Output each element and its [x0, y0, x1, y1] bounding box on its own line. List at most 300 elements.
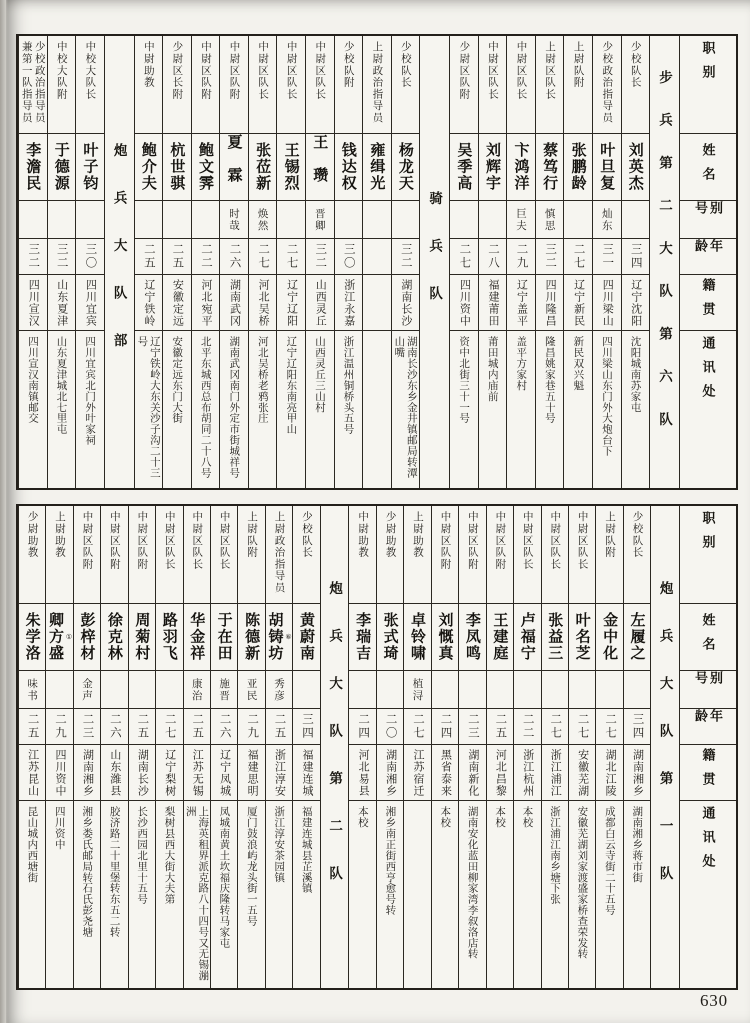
rank-title-text: 中尉区队长 [314, 41, 327, 100]
rank-title-text: 上尉队附 [246, 511, 259, 559]
age-text: 二五 [171, 243, 184, 270]
native-place-cell [459, 745, 485, 801]
native-place-text: 辽宁铁岭 [142, 278, 155, 327]
person-name-text: 金中化 [601, 612, 619, 662]
address-cell [624, 801, 650, 988]
alias-text: 焕然 [256, 207, 269, 232]
person-name-text: 卿方盛 [47, 612, 65, 662]
native-place-cell [363, 275, 391, 331]
age-cell [622, 239, 650, 275]
age-cell [74, 709, 100, 745]
native-place-cell [277, 275, 305, 331]
native-place-cell [349, 745, 375, 801]
rank-title-cell [249, 36, 277, 134]
alias-cell [459, 671, 485, 709]
rank-title-cell [220, 36, 248, 134]
header-cell-native [680, 275, 736, 331]
header-label-name: 姓名 [700, 612, 716, 662]
person-name-text: 卢福宁 [518, 612, 536, 662]
alias-cell [46, 671, 72, 709]
person-name-text: 张式琦 [381, 612, 399, 662]
header-cell-name [680, 604, 736, 671]
address-cell [19, 801, 45, 988]
address-cell [507, 331, 535, 488]
person-name-text: 吴季高 [455, 142, 473, 192]
native-place-text: 湖南湘乡 [384, 748, 397, 797]
alias-cell [293, 671, 319, 709]
personnel-table-top [16, 34, 738, 490]
native-place-cell [129, 745, 155, 801]
native-place-text: 辽宁梨树 [163, 748, 176, 797]
rank-title-cell [101, 506, 127, 604]
alias-cell [450, 201, 478, 239]
address-text: 成都白云寺街二十五号 [603, 806, 616, 916]
alias-cell [211, 671, 237, 709]
section-column [649, 36, 679, 488]
native-place-text: 福建思明 [246, 748, 259, 797]
person-name-cell [335, 134, 363, 201]
address-text: 浙江温州铜桥头五号 [342, 336, 355, 435]
native-place-cell [536, 275, 564, 331]
alias-cell [432, 671, 458, 709]
person-name-cell [277, 134, 305, 201]
age-cell [192, 239, 220, 275]
native-place-text: 山东潍县 [108, 748, 121, 797]
header-cell-native [680, 745, 736, 801]
native-place-text: 浙江淳安 [273, 748, 286, 797]
age-cell [593, 239, 621, 275]
address-text: 新民双兴魁 [572, 336, 585, 391]
address-text: 梨树县西大街大夫第 [163, 806, 176, 905]
age-text: 三四 [631, 713, 644, 740]
native-place-text: 四川宜宾 [84, 278, 97, 327]
age-cell [349, 709, 375, 745]
alias-text: 亚民 [245, 677, 258, 702]
age-text: 二七 [163, 713, 176, 740]
alias-text: 植浔 [411, 677, 424, 702]
rank-title-text: 上尉队附 [604, 511, 617, 559]
rank-title-cell [184, 506, 210, 604]
person-column [128, 506, 155, 988]
address-text: 长沙西园北里十五号 [136, 806, 149, 905]
native-place-text: 四川资中 [54, 748, 67, 797]
alias-cell [542, 671, 568, 709]
rank-title-text: 中尉区队长 [285, 41, 298, 100]
person-column [18, 36, 47, 488]
rank-title-text: 中校大队长 [84, 41, 97, 100]
header-cell-address [680, 331, 736, 488]
person-name-text: 张鹏龄 [569, 142, 587, 192]
person-column [376, 506, 403, 988]
age-cell [266, 709, 292, 745]
native-place-cell [542, 745, 568, 801]
header-label-rank: 职别 [700, 41, 716, 90]
rank-title-cell [392, 36, 420, 134]
person-name-text: 卓铃啸 [409, 612, 427, 662]
age-text: 二七 [604, 713, 617, 740]
native-place-cell [19, 745, 45, 801]
person-name-cell [211, 604, 237, 671]
person-name-text: 路羽飞 [160, 612, 178, 662]
person-name-cell [624, 604, 650, 671]
native-place-cell [479, 275, 507, 331]
age-text: 三一 [601, 243, 614, 270]
section-column [104, 36, 134, 488]
person-column [47, 36, 76, 488]
person-name-text: 朱学洛 [23, 612, 41, 662]
section-column [650, 506, 679, 988]
native-place-cell [450, 275, 478, 331]
alias-cell [192, 201, 220, 239]
age-cell [335, 239, 363, 275]
person-column [73, 506, 100, 988]
age-text: 二八 [486, 243, 499, 270]
rank-title-text: 中尉区队附 [108, 511, 121, 570]
alias-cell [564, 201, 592, 239]
person-name-cell [363, 134, 391, 201]
age-text: 三二 [314, 243, 327, 270]
alias-text: 灿东 [600, 207, 613, 232]
address-text: 本校 [494, 806, 507, 828]
header-label-address: 通讯处 [700, 806, 716, 879]
rank-title-cell [19, 506, 45, 604]
person-column [403, 506, 430, 988]
native-place-text: 浙江永嘉 [342, 278, 355, 327]
address-cell [542, 801, 568, 988]
person-name-text: 于德源 [52, 142, 70, 192]
rank-title-cell [377, 506, 403, 604]
person-name-cell [46, 604, 72, 671]
person-name-cell [450, 134, 478, 201]
address-text: 福建连城县芷溪镇 [300, 806, 313, 894]
rank-title-cell [211, 506, 237, 604]
alias-cell [569, 671, 595, 709]
native-place-cell [192, 275, 220, 331]
native-place-cell [135, 275, 163, 331]
address-cell [450, 331, 478, 488]
age-cell [156, 709, 182, 745]
person-column [265, 506, 292, 988]
alias-cell [19, 201, 47, 239]
age-text: 二二 [521, 713, 534, 740]
native-place-text: 湖南长沙 [136, 748, 149, 797]
rank-title-text: 中尉助教 [357, 511, 370, 559]
native-place-text: 河北易县 [357, 748, 370, 797]
person-name-cell [564, 134, 592, 201]
person-name-cell [507, 134, 535, 201]
native-place-cell [306, 275, 334, 331]
address-text: 沈阳城南苏家屯 [629, 336, 642, 413]
address-text: 盖平方家村 [515, 336, 528, 391]
section-label-cell [650, 36, 679, 488]
person-column [458, 506, 485, 988]
rank-title-text: 中尉区队附 [466, 511, 479, 570]
address-text: 湘乡娄氏邮局转石氏彭尧塘 [81, 806, 94, 938]
native-place-text: 福建连城 [300, 748, 313, 797]
rank-title-cell [514, 506, 540, 604]
native-place-cell [564, 275, 592, 331]
rank-title-cell [156, 506, 182, 604]
person-column [334, 36, 363, 488]
native-place-cell [46, 745, 72, 801]
native-place-text: 山西灵丘 [314, 278, 327, 327]
alias-cell [277, 201, 305, 239]
native-place-cell [76, 275, 104, 331]
rank-title-text: 少尉助教 [384, 511, 397, 559]
person-name-text: 彭梓材 [78, 612, 96, 662]
header-label-name: 姓名 [700, 142, 716, 192]
rank-title-text: 中尉区队长 [486, 41, 499, 100]
person-name-cell [536, 134, 564, 201]
person-column [431, 506, 458, 988]
person-name-text: 陈德新 [243, 612, 261, 662]
address-cell [220, 331, 248, 488]
section-label-text: 炮兵大队第一队 [657, 580, 673, 914]
person-name-text: 杨龙天 [396, 142, 414, 192]
age-cell [404, 709, 430, 745]
age-cell [450, 239, 478, 275]
age-cell [459, 709, 485, 745]
address-cell [238, 801, 264, 988]
native-place-cell [19, 275, 47, 331]
age-cell [507, 239, 535, 275]
person-name-cell [238, 604, 264, 671]
rank-title-text: 少校政治指导员兼第一队指导员 [20, 41, 46, 124]
rank-title-cell [622, 36, 650, 134]
address-text: 本校 [521, 806, 534, 828]
alias-cell [335, 201, 363, 239]
person-name-text: 刘慨真 [436, 612, 454, 662]
native-place-cell [266, 745, 292, 801]
address-cell [335, 331, 363, 488]
person-name-text: 鲍文霁 [196, 142, 214, 192]
native-place-cell [596, 745, 622, 801]
rank-title-text: 中尉区队附 [439, 511, 452, 570]
person-column [100, 506, 127, 988]
rank-title-text: 中尉区队附 [199, 41, 212, 100]
alias-cell [220, 201, 248, 239]
age-cell [19, 709, 45, 745]
section-label-text: 炮兵大队部 [111, 143, 127, 381]
person-column [292, 506, 319, 988]
address-text: 上海英租界派克路八十四号又无锡漰洲 [184, 806, 210, 981]
age-text: 二五 [142, 243, 155, 270]
rank-title-cell [569, 506, 595, 604]
person-name-text: 黄蔚南 [297, 612, 315, 662]
page-number: 630 [699, 991, 728, 1010]
alias-text: 味书 [26, 677, 39, 702]
header-cell-rank [680, 506, 736, 604]
address-cell [536, 331, 564, 488]
rank-title-cell [129, 506, 155, 604]
person-name-text: 徐克林 [105, 612, 123, 662]
alias-text: 巨夫 [515, 207, 528, 232]
rank-title-text: 少尉区长附 [171, 41, 184, 100]
alias-text: 时哉 [228, 207, 241, 232]
native-place-text: 四川隆昌 [544, 278, 557, 327]
person-column [391, 36, 420, 488]
rank-title-text: 少校队长 [300, 511, 313, 559]
address-cell [156, 801, 182, 988]
rank-title-text: 中尉区队长 [549, 511, 562, 570]
rank-title-cell [48, 36, 76, 134]
native-place-cell [163, 275, 191, 331]
header-cell-address [680, 801, 736, 988]
person-name-text: 刘辉宇 [483, 142, 501, 192]
address-text: 四川宜宾北门外叶家祠 [84, 336, 97, 446]
header-cell-name [680, 134, 736, 201]
person-name-cell [479, 134, 507, 201]
header-label-age: 年龄 [693, 239, 723, 264]
rank-title-text: 少校政治指导员 [601, 41, 614, 124]
rank-title-text: 中尉区队长 [191, 511, 204, 570]
address-text: 厦门鼓浪屿龙头街一五号 [245, 806, 258, 927]
rank-title-cell [349, 506, 375, 604]
person-name-cell [593, 134, 621, 201]
address-cell [266, 801, 292, 988]
address-text: 四川资中 [53, 806, 66, 850]
address-cell [349, 801, 375, 988]
native-place-text: 四川梁山 [601, 278, 614, 327]
age-text: 二二 [199, 243, 212, 270]
person-name-text: 王锡烈 [282, 142, 300, 192]
native-place-cell [220, 275, 248, 331]
age-text: 二五 [273, 713, 286, 740]
person-name-text: 张益三 [546, 612, 564, 662]
native-place-text: 安徽芜湖 [576, 748, 589, 797]
person-name-cell [404, 604, 430, 671]
person-name-cell [249, 134, 277, 201]
address-text: 山西灵丘三山村 [313, 336, 326, 413]
person-name-cell [135, 134, 163, 201]
person-column [541, 506, 568, 988]
age-cell [249, 239, 277, 275]
age-text: 二四 [357, 713, 370, 740]
rank-title-cell [459, 506, 485, 604]
address-cell [192, 331, 220, 488]
footnote-mark: ⑥ [284, 633, 292, 641]
rank-title-cell [404, 506, 430, 604]
native-place-cell [211, 745, 237, 801]
alias-cell [249, 201, 277, 239]
age-cell [564, 239, 592, 275]
rank-title-text: 上尉区队长 [544, 41, 557, 100]
header-label-alias: 别号 [693, 671, 723, 696]
rank-title-text: 中尉助教 [142, 41, 155, 89]
age-text: 三〇 [84, 243, 97, 270]
person-name-text: 李凤鸣 [463, 612, 481, 662]
age-text: 二五 [191, 713, 204, 740]
person-name-cell [101, 604, 127, 671]
address-text: 凤城南黄土坎福庆隆转马家屯 [218, 806, 231, 948]
header-cell-age [680, 239, 736, 275]
age-cell [377, 709, 403, 745]
alias-cell [48, 201, 76, 239]
address-text: 湖南湘乡蒋市街 [631, 806, 644, 883]
rank-title-cell [19, 36, 47, 134]
native-place-cell [249, 275, 277, 331]
rank-title-text: 上尉政治指导员 [371, 41, 384, 124]
person-column [305, 36, 334, 488]
address-text: 湖南长沙东乡金井镇邮局转潭山嘴 [393, 336, 418, 478]
age-text: 二七 [572, 243, 585, 270]
native-place-cell [377, 745, 403, 801]
rank-title-cell [293, 506, 319, 604]
alias-cell [19, 671, 45, 709]
age-cell [293, 709, 319, 745]
native-place-text: 浙江杭州 [521, 748, 534, 797]
header-cell-alias [680, 671, 736, 709]
age-cell [19, 239, 47, 275]
address-cell [46, 801, 72, 988]
age-cell [46, 709, 72, 745]
person-name-text: 卞鸿洋 [512, 142, 530, 192]
person-column [362, 36, 391, 488]
person-column [237, 506, 264, 988]
age-text: 二四 [439, 713, 452, 740]
address-cell [293, 801, 319, 988]
native-place-text: 辽宁凤城 [218, 748, 231, 797]
address-text: 湖南武冈南门外定市街城祥号 [228, 336, 241, 478]
address-cell [163, 331, 191, 488]
alias-cell [135, 201, 163, 239]
rank-title-text: 上尉助教 [412, 511, 425, 559]
rank-title-text: 少尉助教 [26, 511, 39, 559]
person-name-text: 王建庭 [491, 612, 509, 662]
person-column [623, 506, 650, 988]
address-cell [48, 331, 76, 488]
age-cell [238, 709, 264, 745]
rank-title-text: 上尉助教 [54, 511, 67, 559]
age-cell [101, 709, 127, 745]
native-place-cell [238, 745, 264, 801]
person-column [155, 506, 182, 988]
rank-title-text: 少尉区队附 [458, 41, 471, 100]
address-text: 河北吴桥老鸦张庄 [256, 336, 269, 424]
address-cell [459, 801, 485, 988]
native-place-text: 山东夏津 [55, 278, 68, 327]
native-place-text: 安徽定远 [171, 278, 184, 327]
person-column [506, 36, 535, 488]
native-place-cell [624, 745, 650, 801]
alias-cell [156, 671, 182, 709]
header-cell-alias [680, 201, 736, 239]
header-label-alias: 别号 [693, 201, 723, 226]
native-place-text: 湖南湘乡 [81, 748, 94, 797]
age-cell [624, 709, 650, 745]
native-place-cell [622, 275, 650, 331]
person-name-cell [48, 134, 76, 201]
address-text: 胶济路二十里堡转东五二转 [108, 806, 121, 938]
rank-title-cell [306, 36, 334, 134]
address-cell [184, 801, 210, 988]
rank-title-cell [363, 36, 391, 134]
person-column [219, 36, 248, 488]
alias-cell [624, 671, 650, 709]
person-name-cell [514, 604, 540, 671]
person-name-cell [156, 604, 182, 671]
address-text: 辽宁铁岭大东关沙子沟二十三号 [136, 336, 161, 478]
age-cell [432, 709, 458, 745]
age-text: 二九 [54, 713, 67, 740]
rank-title-text: 中尉区队附 [81, 511, 94, 570]
person-name-text: 雍缉光 [368, 142, 386, 192]
address-cell [135, 331, 163, 488]
alias-text: 康治 [190, 677, 203, 702]
person-name-cell [569, 604, 595, 671]
person-column [486, 506, 513, 988]
person-column [162, 36, 191, 488]
